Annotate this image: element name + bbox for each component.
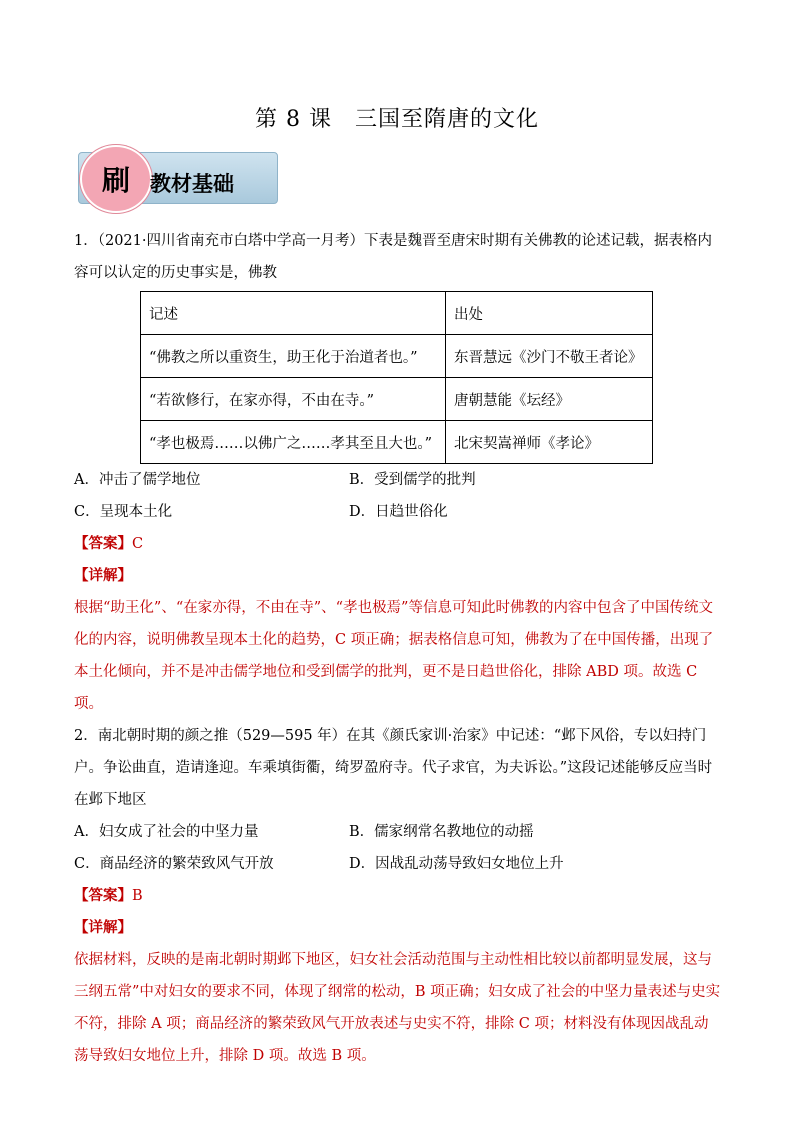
banner-label: 教材基础 — [150, 172, 234, 196]
q1-answer — [74, 528, 722, 560]
q1-option-b: B．受到儒学的批判 — [349, 472, 476, 488]
table-cell: “佛教之所以重资生，助王化于治道者也。” — [141, 335, 446, 378]
answer-label: 【答案】 — [74, 887, 132, 904]
q1-options-row1 — [74, 464, 722, 496]
q1-detail-label: 【详解】 — [74, 567, 132, 584]
table-cell: 东晋慧远《沙门不敬王者论》 — [446, 335, 653, 378]
q2-detail-label: 【详解】 — [74, 919, 132, 936]
q2-detail-text: 依据材料，反映的是南北朝时期邺下地区，妇女社会活动范围与主动性相比较以前都明显发展，这与三纲五常”中对妇女的要求不同，体现了纲常的松动，B 项正确；妇女成了社会的中坚力量表述与史实不符，排除 A 项；商品经济的繁荣致风气开放表述与史实不符，排除 C 项；材料没有体现因战乱动荡导致妇女地位上升，排除 D 项。故选 B 项。 — [74, 952, 721, 1064]
q2-options-row2 — [74, 848, 722, 880]
table-cell: 北宋契嵩禅师《孝论》 — [446, 421, 653, 464]
banner-badge: 刷 — [80, 145, 152, 213]
answer-label: 【答案】 — [74, 535, 132, 552]
q2-options-row1 — [74, 816, 722, 848]
answer-value: C — [132, 536, 144, 552]
page-title: 第 8 课 三国至隋唐的文化 — [255, 107, 539, 132]
q2-option-d: D．因战乱动荡导致妇女地位上升 — [349, 856, 564, 872]
table-header-cell: 出处 — [446, 292, 653, 335]
table-header-cell: 记述 — [141, 292, 446, 335]
q2-stem: 2．南北朝时期的颜之推（529—595 年）在其《颜氏家训·治家》中记述：“邺下风俗，专以妇持门户。争讼曲直，造请逢迎。车乘填街衢，绮罗盈府寺。代子求官，为夫诉讼。”这段记述能够反应当时在邺下地区 — [74, 728, 713, 808]
answer-value: B — [132, 888, 143, 904]
content — [74, 225, 722, 1072]
q2-option-b: B．儒家纲常名教地位的动摇 — [349, 824, 534, 840]
q1-options-row2 — [74, 496, 722, 528]
q1-stem-line1: 1．（2021·四川省南充市白塔中学高一月考）下表是魏晋至唐宋时期有关佛教的论述记载，据表格内 — [74, 233, 712, 249]
q1-source-table — [140, 291, 653, 464]
q1-option-c: C．呈现本土化 — [74, 504, 173, 520]
table-row — [141, 378, 653, 421]
q1-option-d: D．日趋世俗化 — [349, 504, 448, 520]
q2-option-c: C．商品经济的繁荣致风气开放 — [74, 856, 274, 872]
q1-option-a: A．冲击了儒学地位 — [74, 472, 201, 488]
q2-answer — [74, 880, 722, 912]
table-row — [141, 335, 653, 378]
table-row — [141, 421, 653, 464]
table-cell: 唐朝慧能《坛经》 — [446, 378, 653, 421]
q2-option-a: A．妇女成了社会的中坚力量 — [74, 824, 259, 840]
table-header-row — [141, 292, 653, 335]
table-cell: “若欲修行，在家亦得，不由在寺。” — [141, 378, 446, 421]
q1-detail-text: 根据“助王化”、“在家亦得，不由在寺”、“孝也极焉”等信息可知此时佛教的内容中包含了中国传统文化的内容，说明佛教呈现本土化的趋势，C 项正确；据表格信息可知，佛教为了在中国传播，出现了本土化倾向，并不是冲击儒学地位和受到儒学的批判，更不是日趋世俗化，排除 ABD 项。故选 C 项。 — [74, 600, 714, 712]
table-cell: “孝也极焉……以佛广之……孝其至且大也。” — [141, 421, 446, 464]
q1-stem-line2: 容可以认定的历史事实是，佛教 — [74, 265, 277, 281]
